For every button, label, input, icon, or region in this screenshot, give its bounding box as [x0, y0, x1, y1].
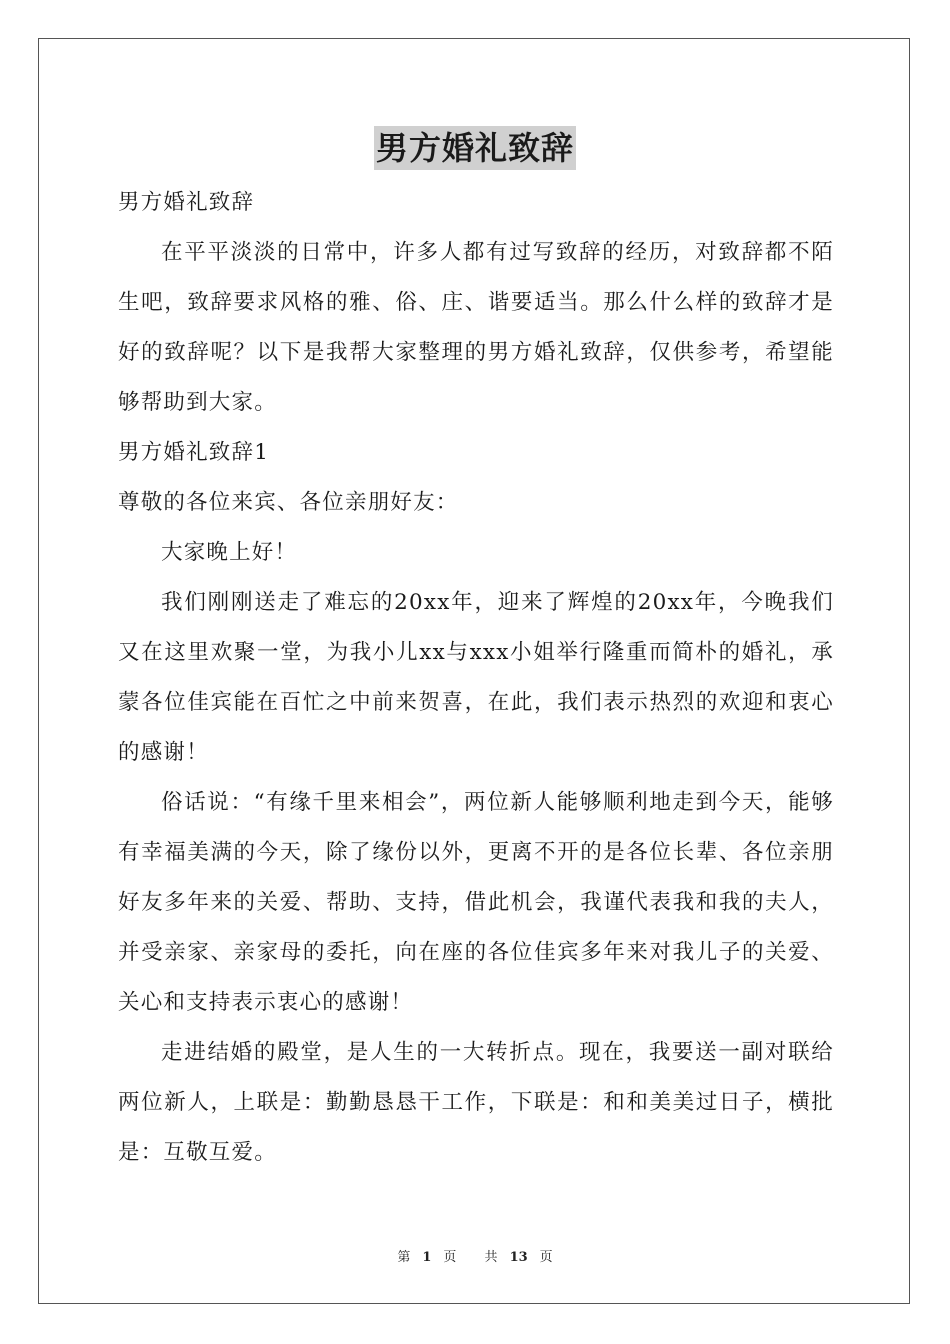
page-number: 第 1 页	[397, 1250, 457, 1265]
paragraph-body-2: 俗话说：“有缘千里来相会”，两位新人能够顺利地走到今天，能够有幸福美满的今天，除了缘份以外，更离不开的是各位长辈、各位亲朋好友多年来的关爱、帮助、支持，借此机会，我谨代表我和我的夫人，并受亲家、亲家母的委托，向在座的各位佳宾多年来对我儿子的关爱、关心和支持表示衷心的感谢！	[118, 790, 834, 1015]
paragraph-salutation: 尊敬的各位来宾、各位亲朋好友：	[118, 490, 459, 515]
document-title: 男方婚礼致辞	[374, 126, 576, 170]
title-container	[0, 126, 950, 170]
paragraph-greeting: 大家晚上好！	[161, 540, 298, 565]
section-heading: 男方婚礼致辞1	[118, 440, 270, 465]
page-total: 共 13 页	[484, 1250, 553, 1265]
document-body	[118, 178, 834, 1178]
paragraph-body-1: 我们刚刚送走了难忘的20xx年，迎来了辉煌的20xx年，今晚我们又在这里欢聚一堂，为我小儿xx与xxx小姐举行隆重而简朴的婚礼，承蒙各位佳宾能在百忙之中前来贺喜，在此，我们表示热烈的欢迎和衷心的感谢！	[118, 590, 834, 765]
page-footer	[0, 1249, 950, 1267]
paragraph-body-3: 走进结婚的殿堂，是人生的一大转折点。现在，我要送一副对联给两位新人，上联是：勤勤恳恳干工作，下联是：和和美美过日子，横批是：互敬互爱。	[118, 1040, 834, 1165]
paragraph-subtitle: 男方婚礼致辞	[118, 190, 255, 215]
paragraph-intro: 在平平淡淡的日常中，许多人都有过写致辞的经历，对致辞都不陌生吧，致辞要求风格的雅、俗、庄、谐要适当。那么什么样的致辞才是好的致辞呢？以下是我帮大家整理的男方婚礼致辞，仅供参考，希望能够帮助到大家。	[118, 240, 834, 415]
